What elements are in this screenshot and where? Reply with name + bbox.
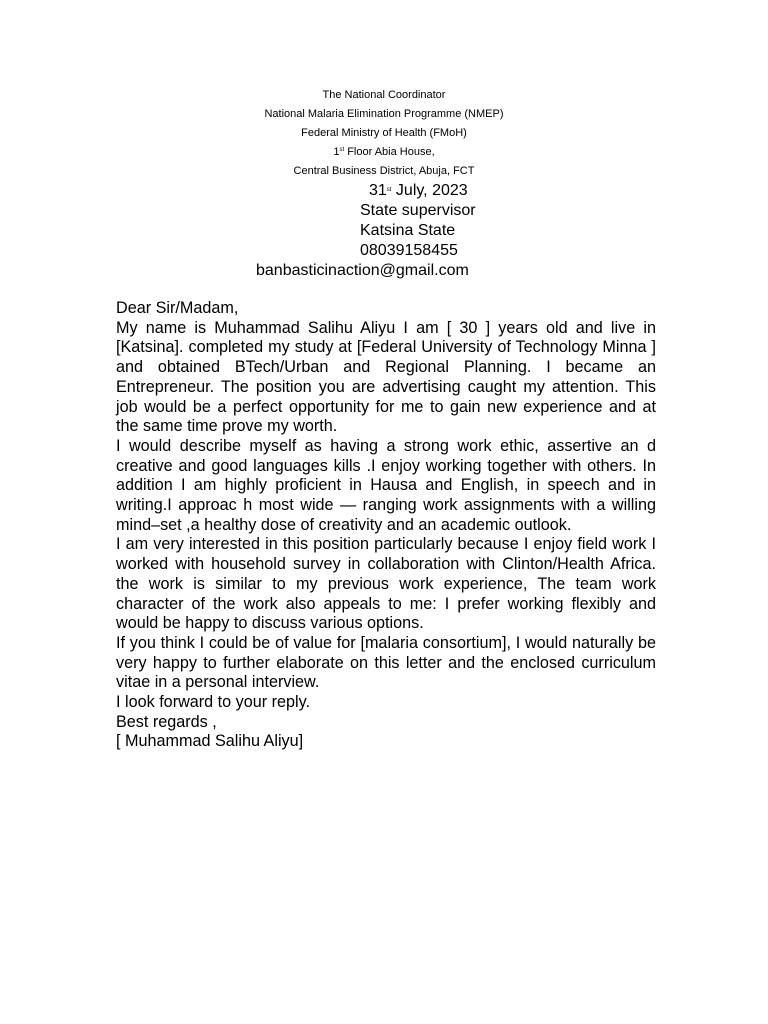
sender-position: State supervisor: [360, 202, 476, 219]
recipient-floor-rest: Floor Abia House,: [344, 146, 435, 158]
date-rest: July, 2023: [391, 182, 468, 199]
letter-body: [116, 299, 656, 752]
recipient-title: The National Coordinator: [322, 89, 446, 101]
sender-phone: 08039158455: [360, 242, 458, 259]
recipient-district: Central Business District, Abuja, FCT: [293, 165, 475, 177]
recipient-floor-number: 1: [333, 146, 340, 158]
sender-email: banbasticinaction@gmail.com: [256, 262, 469, 279]
paragraph-interest: I am very interested in this position particularly because I enjoy field work I worked with household survey in collaboration with Clinton/Health Africa. the work is similar to my previous work experience, The team work character of the work also appeals to me: I prefer working flexibly and would be happy to discuss various options.: [116, 535, 656, 633]
paragraph-intro: My name is Muhammad Salihu Aliyu I am [ 30 ] years old and live in [Katsina]. completed my study at [Federal University of Technology Minna ] and obtained BTech/Urban and Regional Planning. I became an Entrepreneur. The position you are advertising caught my attention. This job would be a perfect opportunity for me to gain new experience and at the same time prove my worth.: [116, 318, 656, 436]
date-day: 31: [369, 182, 387, 199]
date-ordinal: st: [386, 187, 392, 193]
sender-state: Katsina State: [360, 222, 456, 239]
paragraph-qualities: I would describe myself as having a strong work ethic, assertive an d creative and good languages kills .I enjoy working together with others. In addition I am highly proficient in Hausa and English, in speech and in writing.I approac h most wide — ranging work assignments with a willing mind–set ,a healthy dose of creativity and an academic outlook.: [116, 436, 656, 534]
paragraph-interview: If you think I could be of value for [malaria consortium], I would naturally be very happy to further elaborate on this letter and the enclosed curriculum vitae in a personal interview.: [116, 633, 656, 692]
closing-regards: Best regards ,: [116, 712, 217, 731]
recipient-floor: [0, 143, 768, 162]
salutation: Dear Sir/Madam,: [116, 299, 239, 317]
recipient-ministry: Federal Ministry of Health (FMoH): [301, 127, 467, 139]
signature-name: [ Muhammad Salihu Aliyu]: [116, 732, 304, 751]
letter-date: [0, 181, 768, 201]
recipient-address-block: [0, 86, 768, 181]
recipient-floor-ordinal: st: [339, 147, 345, 153]
recipient-programme: National Malaria Elimination Programme (NMEP): [264, 108, 504, 120]
sender-block: [0, 181, 768, 281]
closing-reply: I look forward to your reply.: [116, 693, 311, 712]
